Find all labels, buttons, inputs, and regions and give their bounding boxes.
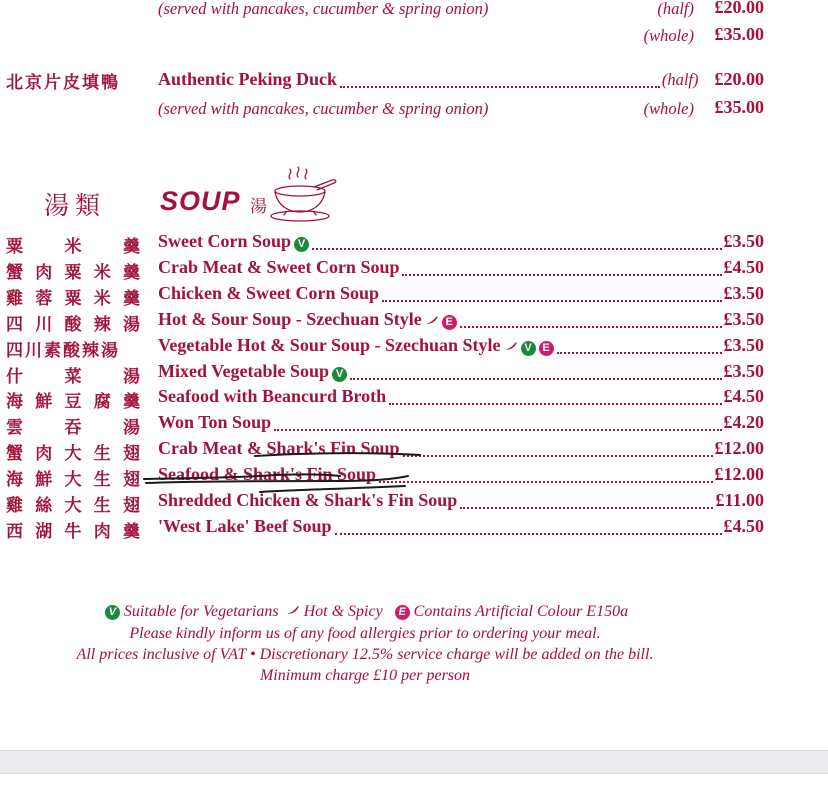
spicy-legend-text: Hot & Spicy	[303, 603, 383, 620]
dot-leader	[274, 428, 721, 431]
handwritten-underline-annotation	[140, 438, 430, 500]
soup-row	[158, 335, 764, 359]
soup-chinese-heading: 湯類	[44, 191, 107, 220]
soup-name: Won Ton Soup	[158, 412, 272, 433]
soup-chinese-name	[6, 232, 140, 257]
chinese-character: 生	[93, 470, 111, 491]
soup-price: £3.50	[723, 231, 764, 251]
vegetarian-badge-icon: V	[294, 237, 309, 252]
soup-name: Chicken & Sweet Corn Soup	[158, 282, 380, 303]
dot-leader	[402, 273, 721, 276]
chinese-character: 四川素酸辣湯	[6, 340, 120, 361]
soup-name: Crab Meat & Shark's Fin Soup	[158, 438, 400, 459]
chinese-character: 雞	[6, 496, 23, 516]
chinese-character: 翅	[123, 496, 140, 516]
chinese-character: 大	[64, 444, 82, 465]
chinese-character: 絲	[35, 496, 53, 516]
chinese-character: 菜	[64, 366, 82, 387]
soup-price: £4.50	[723, 515, 764, 536]
chinese-character: 米	[93, 262, 111, 283]
dot-leader	[335, 532, 722, 535]
chinese-character: 海	[6, 392, 23, 413]
chinese-character: 翅	[123, 444, 140, 465]
vegetarian-badge-icon: V	[332, 367, 347, 382]
soup-chinese-name	[6, 465, 140, 490]
peking-duck-chinese-name: 北京片皮填鴨	[6, 73, 120, 93]
chinese-character: 牛	[64, 521, 82, 542]
top-half-price: £20.00	[714, 0, 764, 17]
vat-notice: All prices inclusive of VAT • Discretionary 12.5% service charge will be added on the bill.	[76, 646, 654, 663]
soup-row	[158, 257, 764, 281]
soup-chinese-name	[6, 517, 140, 542]
soup-price: £4.20	[723, 412, 764, 433]
dot-leader	[312, 247, 721, 250]
soup-heading-chinese-small: 湯	[250, 197, 267, 217]
chili-icon	[286, 605, 300, 615]
soup-chinese-name	[6, 284, 140, 309]
chinese-character: 粟	[64, 262, 82, 283]
chili-icon	[425, 315, 439, 325]
chinese-character: 四	[6, 314, 23, 335]
soup-price: £3.50	[723, 282, 764, 303]
soup-chinese-name	[6, 491, 140, 516]
soup-price: £3.50	[723, 308, 764, 329]
chinese-character: 羹	[123, 392, 140, 413]
soup-heading: SOUP	[160, 186, 241, 216]
vegetarian-legend-text: Suitable for Vegetarians	[123, 603, 279, 620]
chinese-character: 蟹	[6, 444, 23, 465]
dot-leader	[382, 299, 721, 302]
dot-leader	[557, 351, 722, 354]
top-whole-price: £35.00	[714, 24, 764, 44]
chinese-character: 鮮	[35, 392, 53, 413]
chinese-character: 湯	[123, 418, 140, 439]
peking-whole-price: £35.00	[714, 97, 764, 117]
chinese-character: 吞	[64, 418, 82, 439]
legend-line	[30, 603, 700, 621]
soup-price: £11.00	[715, 490, 764, 510]
vegetarian-badge-icon: V	[521, 341, 536, 356]
chinese-character: 翅	[123, 470, 140, 491]
vegetarian-badge-icon: V	[105, 605, 120, 620]
peking-half-label: (half)	[661, 70, 699, 89]
soup-chinese-name	[6, 362, 140, 387]
soup-price: £12.00	[714, 438, 764, 459]
soup-price: £12.00	[714, 464, 764, 485]
soup-row	[158, 309, 764, 333]
chinese-character: 肉	[93, 521, 111, 542]
soup-name: Seafood with Beancurd Broth	[158, 386, 387, 407]
peking-duck-row	[158, 69, 764, 93]
soup-price: £4.50	[723, 256, 764, 277]
chinese-character: 蟹	[6, 262, 23, 283]
colour-badge-icon: E	[442, 315, 457, 330]
colour-legend-text: Contains Artificial Colour E150a	[413, 603, 629, 620]
chinese-character: 大	[64, 470, 82, 491]
soup-name: Mixed Vegetable Soup	[158, 360, 330, 381]
peking-duck-name: Authentic Peking Duck	[158, 69, 338, 89]
top-whole-label: (whole)	[643, 26, 694, 45]
chinese-character: 生	[93, 444, 111, 465]
chinese-character: 生	[93, 496, 111, 516]
chinese-character: 腐	[93, 392, 111, 413]
colour-badge-icon: E	[395, 605, 410, 620]
chinese-character: 粟	[6, 237, 23, 257]
chinese-character: 川	[35, 314, 53, 335]
chinese-character: 湯	[123, 366, 140, 387]
chinese-character: 肉	[35, 444, 53, 465]
chinese-character: 海	[6, 470, 23, 491]
soup-row	[158, 412, 764, 436]
soup-name: Seafood & Shark's Fin Soup	[158, 464, 377, 485]
soup-name: 'West Lake' Beef Soup	[158, 515, 332, 536]
soup-bowl-icon	[270, 165, 340, 223]
top-half-label: (half)	[657, 0, 694, 18]
chinese-character: 雲	[6, 418, 23, 439]
soup-chinese-name	[6, 387, 140, 412]
chinese-character: 什	[6, 366, 23, 387]
chinese-character: 羹	[123, 237, 140, 257]
soup-chinese-name	[6, 310, 140, 335]
soup-chinese-name	[6, 336, 140, 361]
chinese-character: 粟	[64, 288, 82, 309]
soup-row	[158, 231, 764, 255]
dot-leader	[460, 325, 722, 328]
chinese-character: 羹	[123, 288, 140, 309]
soup-chinese-name	[6, 258, 140, 283]
dot-leader	[403, 454, 713, 457]
chinese-character: 羹	[123, 521, 140, 542]
top-duck-subtitle: (served with pancakes, cucumber & spring onion)	[158, 0, 489, 18]
minimum-charge-notice: Minimum charge £10 per person	[259, 667, 471, 684]
allergy-notice: Please kindly inform us of any food allergies prior to ordering your meal.	[129, 625, 601, 642]
soup-price: £3.50	[723, 360, 764, 381]
chinese-character: 豆	[64, 392, 82, 413]
soup-row	[158, 516, 764, 540]
soup-name: Crab Meat & Sweet Corn Soup	[158, 256, 400, 277]
chinese-character: 酸	[64, 314, 82, 335]
soup-name: Vegetable Hot & Sour Soup - Szechuan Style	[158, 334, 501, 355]
chinese-character: 羹	[123, 262, 140, 283]
chinese-character: 米	[93, 288, 111, 309]
peking-duck-subtitle: (served with pancakes, cucumber & spring onion)	[158, 99, 489, 118]
chinese-character: 大	[64, 496, 82, 516]
dot-leader	[340, 85, 660, 88]
soup-row	[158, 361, 764, 385]
soup-chinese-name	[6, 413, 140, 438]
page-separator	[0, 750, 828, 774]
peking-whole-label: (whole)	[643, 99, 694, 118]
chinese-character: 肉	[35, 262, 53, 283]
soup-name: Hot & Sour Soup - Szechuan Style	[158, 308, 422, 329]
chinese-character: 湯	[123, 314, 140, 335]
chinese-character: 米	[64, 237, 82, 257]
chili-icon	[504, 341, 518, 351]
peking-half-price: £20.00	[714, 69, 764, 89]
soup-name: Shredded Chicken & Shark's Fin Soup	[158, 490, 458, 510]
soup-row	[158, 283, 764, 307]
colour-badge-icon: E	[539, 341, 554, 356]
soup-price: £3.50	[723, 334, 764, 355]
soup-chinese-name	[6, 439, 140, 464]
dot-leader	[389, 402, 721, 405]
soup-row	[158, 386, 764, 410]
soup-price: £4.50	[723, 386, 764, 407]
soup-name: Sweet Corn Soup	[158, 231, 292, 251]
dot-leader	[460, 506, 713, 509]
dot-leader	[350, 377, 721, 380]
chinese-character: 雞	[6, 288, 23, 309]
chinese-character: 鮮	[35, 470, 53, 491]
chinese-character: 西	[6, 521, 23, 542]
chinese-character: 辣	[93, 314, 111, 335]
chinese-character: 湖	[35, 521, 53, 542]
chinese-character: 蓉	[35, 288, 53, 309]
